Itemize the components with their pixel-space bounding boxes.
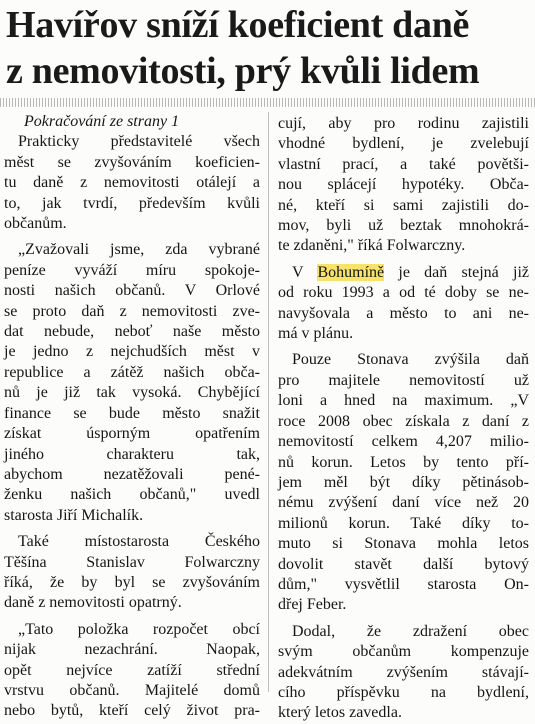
- text-line: „Tato položka rozpočet obcí: [18, 620, 260, 638]
- text-line: peníze vyváží míru spokoje-: [4, 261, 260, 279]
- article-headline: [6, 2, 530, 94]
- text-line: „Zvažovali jsme, zda vybrané: [18, 241, 260, 259]
- text-line: V Bohumíně je daň stejná již: [292, 263, 529, 281]
- text-line: dřej Feber.: [278, 596, 347, 614]
- headline-line-2: z nemovitosti, prý kvůli lidem: [6, 50, 480, 92]
- text-line: republice a zátěž našich obča-: [4, 363, 260, 381]
- text-line: finance se bude město snažit: [4, 404, 260, 422]
- paragraph: [4, 620, 260, 722]
- text-line: je jedno z nejchudších měst v: [4, 343, 260, 361]
- text-line: starosta Jiří Michalík.: [4, 506, 144, 524]
- text-line: abychom nezatěžovali pené-: [4, 465, 260, 483]
- paragraph: [278, 350, 529, 615]
- text-line: daně z nemovitosti opatrný.: [4, 594, 182, 612]
- text-line: adekvátním zvýšením stávají-: [278, 663, 529, 681]
- text-line: nebo bytů, kteří celý život pra-: [4, 702, 260, 720]
- text-line: cího příspěvku na bydlení,: [278, 683, 529, 701]
- text-line: Dodal, že zdražení obec: [292, 622, 529, 640]
- text-line: Prakticky představitelé všech: [18, 133, 260, 151]
- text-line: měst se zvyšováním koeficien-: [4, 153, 260, 171]
- text-line: navyšovala a město to ani ne-: [278, 304, 529, 322]
- text-line: Těšína Stanislav Folwarczny: [4, 553, 260, 571]
- text-line: Také místostarosta Českého: [18, 533, 260, 551]
- paragraph: [278, 622, 529, 724]
- text-line: nemovitostí celkem 4,207 milio-: [278, 433, 529, 451]
- text-line: jiného charakteru tak,: [4, 445, 260, 463]
- text-line: dovolit stavět další bytový: [278, 555, 529, 573]
- text-line: dat nebude, neboť naše město: [4, 323, 260, 341]
- text-line: získat úsporným opatřením: [4, 425, 260, 443]
- text-line: né, kteří si sami zajistili do-: [278, 196, 529, 214]
- text-line: nů korun. Letos by tento pří-: [278, 453, 529, 471]
- paragraph: [278, 263, 529, 345]
- text-line: opět nejvíce zatíží střední: [4, 661, 260, 679]
- paragraph: [4, 532, 260, 614]
- text-line: vrstvu občanů. Majitelé domů: [4, 681, 260, 699]
- text-line: ženku našich občanů," uvedl: [4, 486, 260, 504]
- text-line: vlastní prací, a také povětši-: [278, 155, 529, 173]
- text-line: roce 2008 obec získala z daní z: [278, 412, 529, 430]
- text-line: se proto daň z nemovitosti zve-: [4, 302, 260, 320]
- paragraph: [4, 132, 260, 234]
- text-line: tu daně z nemovitosti otálejí a: [4, 174, 260, 192]
- highlighted-word: Bohumíně: [317, 263, 385, 281]
- continuation-note: Pokračování ze strany 1: [24, 113, 180, 130]
- text-line: mov, byli už beztak mnohokrá-: [278, 217, 529, 235]
- left-column: [4, 112, 260, 722]
- text-line: to, jak tvrdí, především kvůli: [4, 194, 260, 212]
- text-line: má v plánu.: [278, 325, 354, 343]
- text-line: říká, že by byl se zvyšováním: [4, 573, 260, 591]
- text-line: nů je již tak vysoká. Chybějící: [4, 384, 260, 402]
- column-divider: [268, 112, 269, 692]
- headline-rule: [0, 98, 535, 107]
- text-line: pro majitele nemovitostí už: [278, 371, 529, 389]
- headline-line-1: Havířov sníží koeficient daně: [6, 4, 470, 46]
- text-line: občanům.: [4, 215, 67, 233]
- text-line: nosti našich občanů. V Orlové: [4, 282, 260, 300]
- text-line: nijak nezachrání. Naopak,: [4, 641, 260, 659]
- paragraph: [278, 114, 529, 257]
- text-line: Pouze Stonava zvýšila daň: [292, 351, 529, 369]
- text-line: od roku 1993 a od té doby se ne-: [278, 284, 529, 302]
- text-line: cují, aby pro rodinu zajistili: [278, 115, 529, 132]
- text-line: te zdaněni," říká Folwarczny.: [278, 237, 466, 255]
- text-line: loni a hned na maximum. „V: [278, 392, 529, 410]
- text-line: svým občanům kompenzuje: [278, 643, 529, 661]
- text-line: jem měl být díky pětinásob-: [278, 473, 529, 491]
- text-line: vhodné bydlení, je zvelebují: [278, 135, 529, 153]
- text-line: muto si Stonava mohla letos: [278, 535, 529, 553]
- text-line: nému zvýšení daní více než 20: [278, 494, 529, 512]
- right-column: [278, 114, 529, 724]
- paragraph: [4, 240, 260, 526]
- text-line: milionů korun. Také díky to-: [278, 514, 529, 532]
- text-line: který letos zavedla.: [278, 704, 402, 722]
- text-line: nou splácejí hypotéky. Obča-: [278, 176, 529, 194]
- text-line: dům," vysvětlil starosta On-: [278, 575, 529, 593]
